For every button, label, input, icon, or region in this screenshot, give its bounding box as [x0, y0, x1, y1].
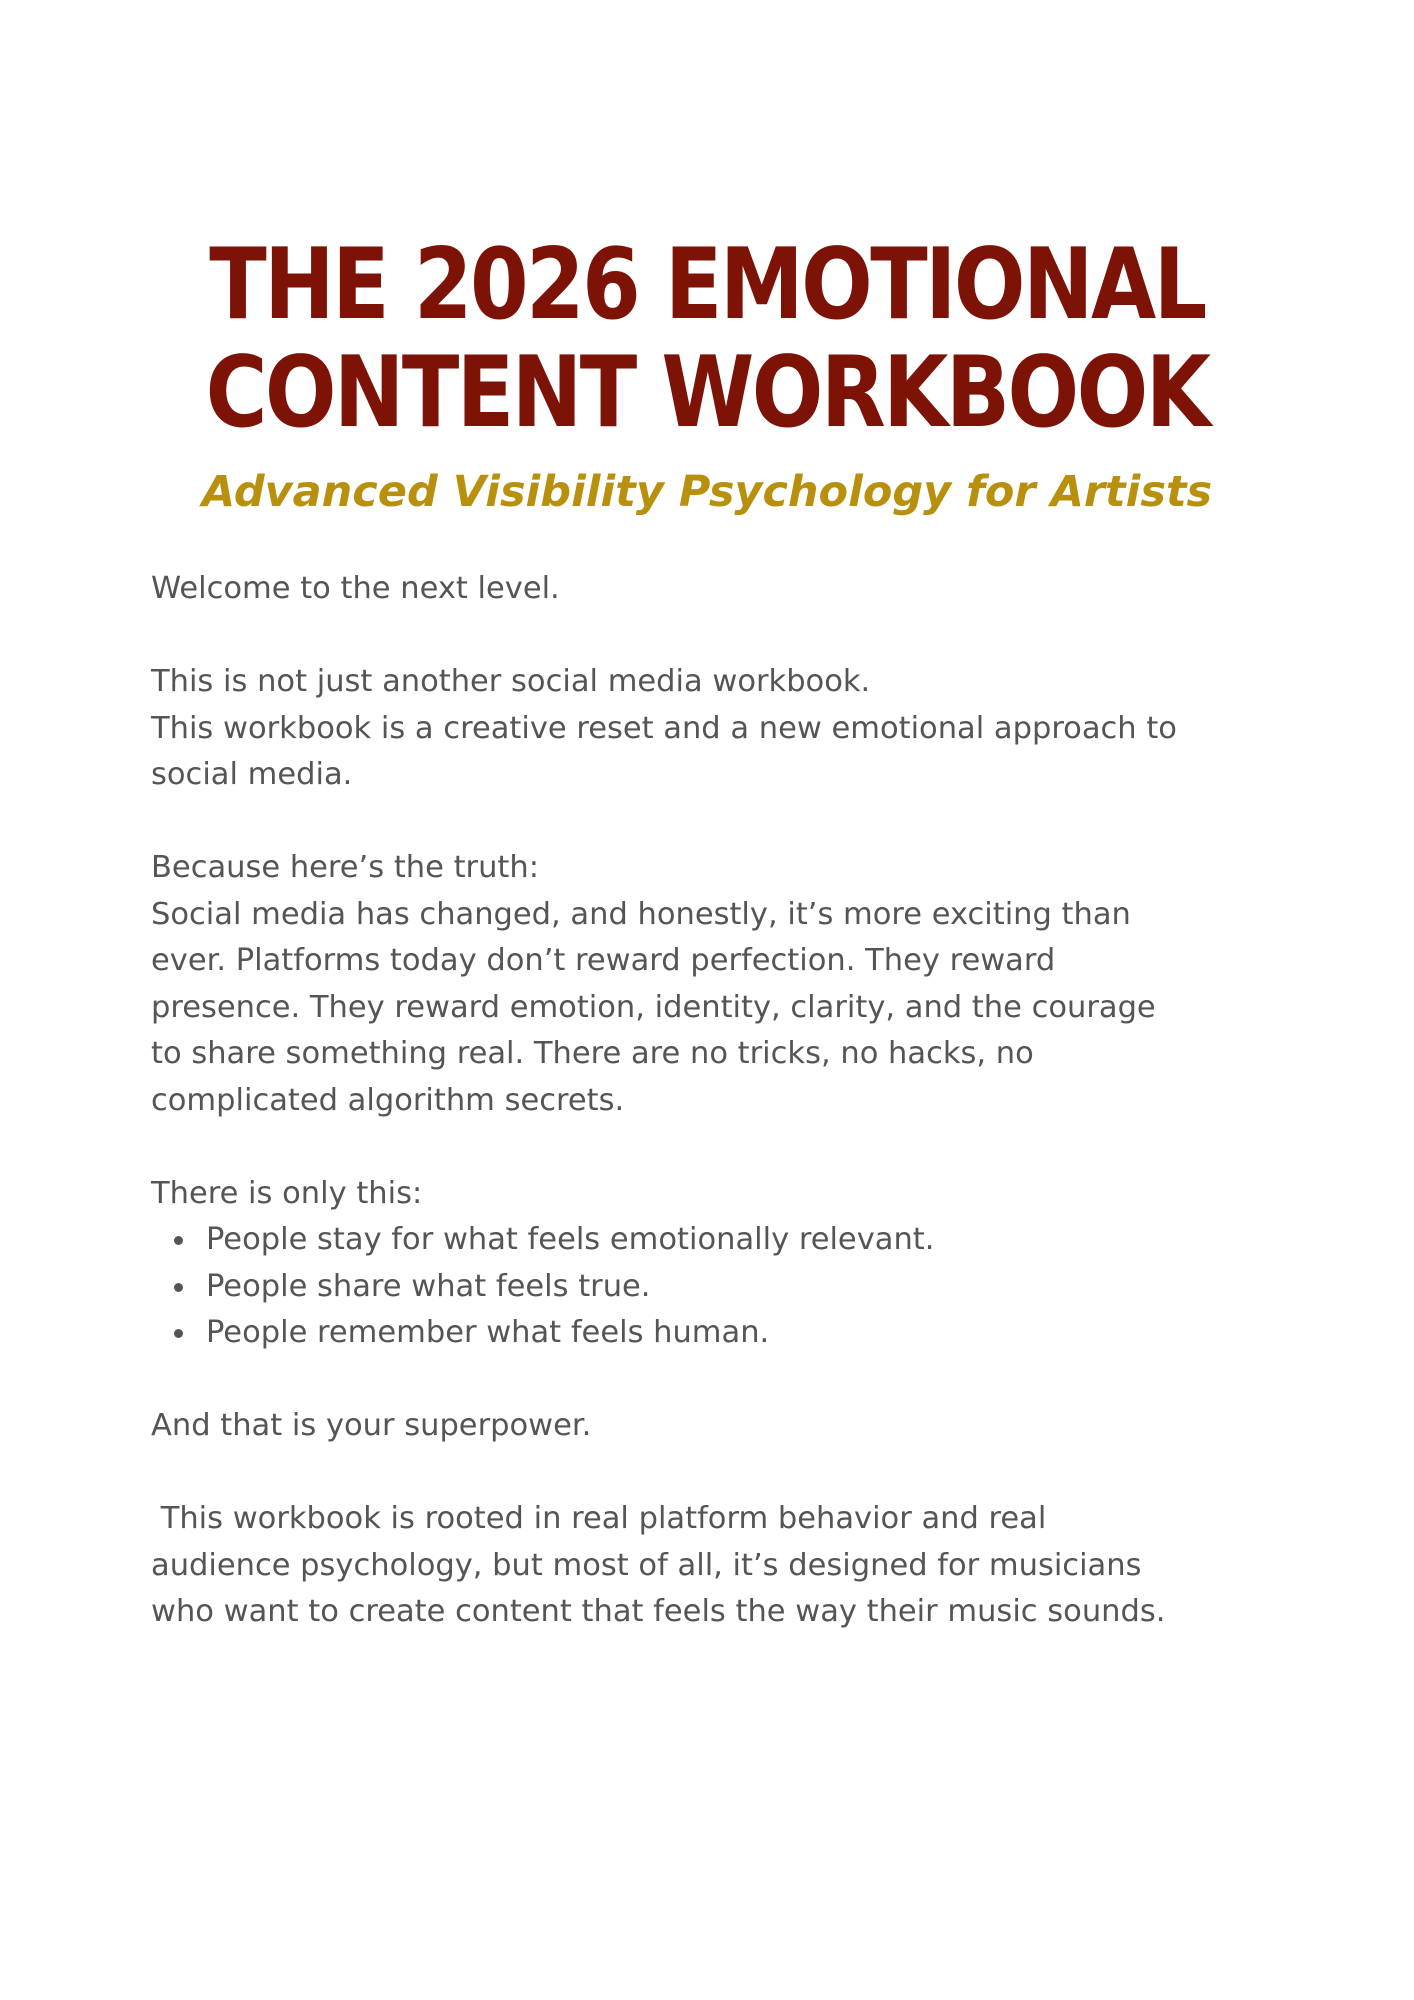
only-this-lead: There is only this:	[151, 1175, 423, 1211]
paragraph-gap	[151, 1357, 1291, 1404]
paragraph-gap	[151, 613, 1291, 660]
closing-line: audience psychology, but most of all, it’s designed for musicians	[151, 1547, 1142, 1583]
closing-line: This workbook is rooted in real platform behavior and real	[151, 1501, 1047, 1536]
bullet-list	[151, 1217, 1291, 1357]
truth-line: complicated algorithm secrets.	[151, 1082, 625, 1118]
welcome-paragraph: Welcome to the next level.	[151, 571, 560, 606]
title-line-2: CONTENT WORKBOOK	[205, 336, 1209, 450]
truth-line: presence. They reward emotion, identity, clarity, and the courage	[151, 989, 1156, 1025]
bullet-dot-icon	[174, 1283, 183, 1292]
list-item	[151, 1310, 1291, 1357]
truth-line: to share something real. There are no tricks, no hacks, no	[151, 1036, 1034, 1071]
list-item-text: People share what feels true.	[206, 1268, 651, 1304]
paragraph-gap	[151, 1124, 1291, 1171]
list-item-text: People stay for what feels emotionally relevant.	[206, 1222, 935, 1257]
intro-line: social media.	[151, 757, 353, 792]
title-line-1: THE 2026 EMOTIONAL	[209, 228, 1205, 342]
list-item	[151, 1264, 1291, 1311]
list-item	[151, 1217, 1291, 1264]
list-item-text: People remember what feels human.	[206, 1315, 770, 1350]
superpower-paragraph: And that is your superpower.	[151, 1408, 592, 1443]
bullet-dot-icon	[174, 1329, 183, 1338]
paragraph-gap	[151, 1450, 1291, 1497]
intro-line: This workbook is a creative reset and a new emotional approach to	[151, 710, 1177, 746]
closing-line: who want to create content that feels the way their music sounds.	[151, 1594, 1166, 1629]
bullet-dot-icon	[174, 1236, 183, 1245]
body-text	[151, 566, 1291, 1636]
intro-line: This is not just another social media workbook.	[151, 664, 871, 699]
subtitle: Advanced Visibility Psychology for Artists	[201, 467, 1213, 517]
truth-line: Social media has changed, and honestly, it’s more exciting than	[151, 896, 1131, 932]
truth-line: ever. Platforms today don’t reward perfection. They reward	[151, 943, 1056, 978]
paragraph-gap	[151, 799, 1291, 846]
truth-lead: Because here’s the truth:	[151, 850, 539, 885]
